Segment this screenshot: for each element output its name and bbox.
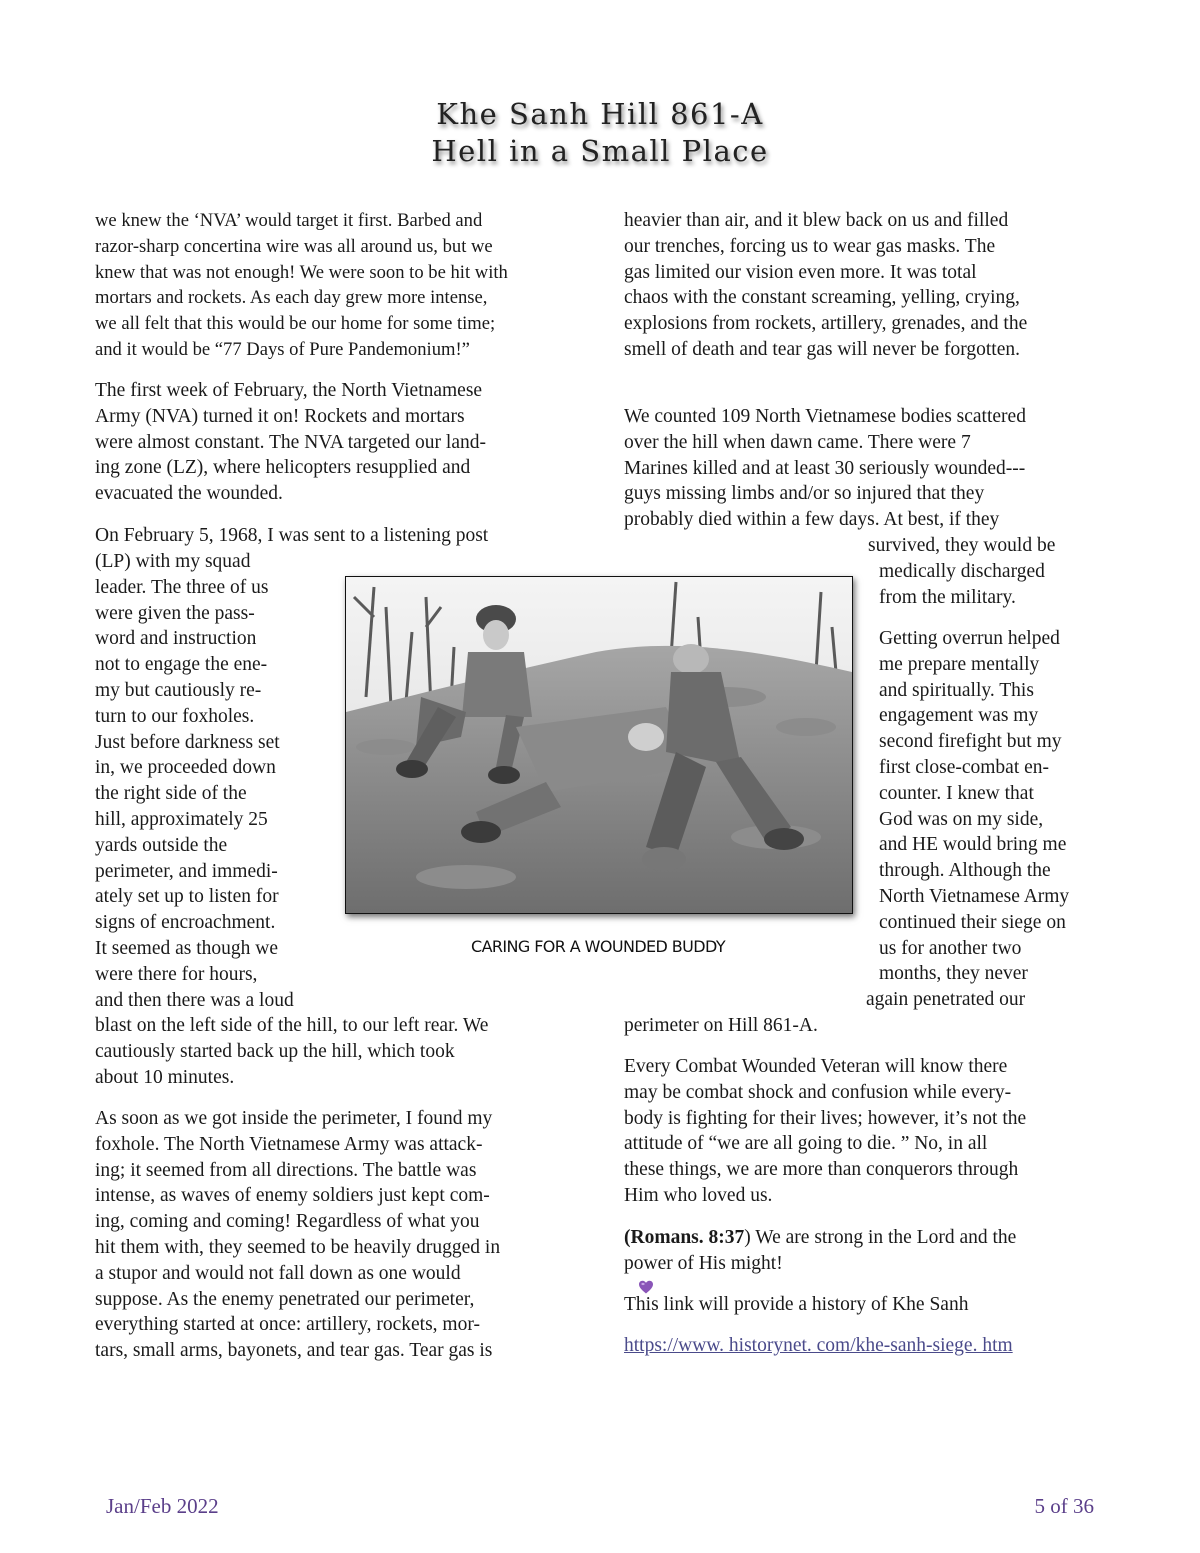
right-paragraph-2-wrap [879,559,1045,611]
text-line: turn to our foxholes. [95,705,255,727]
text-line: blast on the left side of the hill, to our left rear. We [95,1015,489,1036]
text-line: were almost constant. The NVA targeted our land- [95,431,486,453]
text-line: were given the pass- [95,602,255,624]
text-line: perimeter on Hill 861-A. [624,1015,818,1036]
text-line: probably died within a few days. At best, if they [624,509,1000,531]
text-line: ately set up to listen for [95,886,279,908]
title-line-2: Hell in a Small Place [431,134,769,168]
title-line-1: Khe Sanh Hill 861-A [436,97,764,131]
text-line: perimeter, and immedi- [95,860,278,882]
text-line: power of His might! [624,1251,1016,1303]
text-line: engagement was my [879,705,1039,727]
text-line: Him who loved us. [624,1184,773,1206]
text-line: knew that was not enough! We were soon to be hit with [95,261,508,283]
text-line: We counted 109 North Vietnamese bodies scattered [624,406,1026,427]
text-line: mortars and rockets. As each day grew more intense, [95,287,488,309]
text-line: It seemed as though we [95,937,279,959]
text-line: were there for hours, [95,963,258,985]
text-line: hill, approximately 25 [95,808,268,830]
text-line: a stupor and would not fall down as one would [95,1262,461,1284]
page-title [0,96,1200,170]
text-line: suppose. As the enemy penetrated our perimeter, [95,1288,475,1310]
text-line: may be combat shock and confusion while every- [624,1081,1012,1103]
history-link-line [624,1333,1013,1359]
text-line: our trenches, forcing us to wear gas masks. The [624,235,996,257]
text-line: explosions from rockets, artillery, grenades, and the [624,313,1028,335]
photo-wounded-buddy [345,576,853,914]
text-line: leader. The three of us [95,576,269,598]
left-paragraph-3-wrap [95,549,294,1013]
text-line: tars, small arms, bayonets, and tear gas. Tear gas is [95,1340,493,1362]
text-line: not to engage the ene- [95,654,268,676]
text-line: continued their siege on [879,911,1066,933]
text-line: (LP) with my squad [95,551,251,572]
text-line: again penetrated our [866,989,1026,1010]
text-line: hit them with, they seemed to be heavily drugged in [95,1236,501,1258]
text-line: word and instruction [95,628,257,650]
text-line: Getting overrun helped [879,628,1060,649]
text-line: heavier than air, and it blew back on us and filled [624,210,1009,231]
text-line: evacuated the wounded. [95,483,283,505]
text-line: ing zone (LZ), where helicopters resupplied and [95,457,471,479]
right-paragraph-2-survived [868,533,1055,559]
right-paragraph-3-again [866,987,1025,1013]
text-line: cautiously started back up the hill, which took [95,1040,455,1062]
text-line: me prepare mentally [879,653,1040,675]
text-line: God was on my side, [879,808,1044,830]
text-line: these things, we are more than conquerors through [624,1159,1019,1181]
left-paragraph-3-rest [95,1013,488,1090]
text-line: my but cautiously re- [95,679,262,701]
footer-page-number: 5 of 36 [1034,1494,1094,1518]
text-line: and HE would bring me [879,834,1067,856]
left-paragraph-2 [95,378,486,507]
right-paragraph-4 [624,1054,1026,1209]
right-paragraph-3-end [624,1013,818,1039]
photo-caption: CARING FOR A WOUNDED BUDDY [471,937,725,956]
text-line: from the military. [879,586,1016,608]
text-line: we knew the ‘NVA’ would target it first. Barbed and [95,210,483,231]
text-line: North Vietnamese Army [879,885,1070,907]
text-line: smell of death and tear gas will never be forgotten. [624,338,1021,360]
text-line: Just before darkness set [95,731,280,753]
left-paragraph-3-top [95,523,488,549]
right-paragraph-6 [624,1292,968,1318]
right-paragraph-1 [624,208,1027,363]
text-line: The first week of February, the North Vietnamese [95,380,483,401]
text-line: foxhole. The North Vietnamese Army was attack- [95,1133,483,1155]
text-line: chaos with the constant screaming, yelling, crying, [624,287,1020,309]
text-line: Army (NVA) turned it on! Rockets and mortars [95,405,465,427]
right-paragraph-5 [624,1225,1016,1302]
text-line: we all felt that this would be our home for some time; [95,313,496,335]
right-paragraph-3-wrap [879,626,1069,987]
text-line: over the hill when dawn came. There were 7 [624,431,971,453]
footer-issue: Jan/Feb 2022 [106,1494,219,1518]
text-line: intense, as waves of enemy soldiers just kept com- [95,1185,490,1207]
text-line: This link will provide a history of Khe Sanh [624,1294,969,1315]
photo-illustration [346,577,852,913]
text-line: (Romans. 8:37) We are strong in the Lord and the [624,1227,1017,1248]
text-line: As soon as we got inside the perimeter, I found my [95,1108,493,1129]
left-paragraph-4 [95,1106,500,1364]
text-line: through. Although the [879,860,1051,882]
text-line: body is fighting for their lives; however, it’s not the [624,1107,1027,1129]
text-line: us for another two [879,937,1022,959]
text-line: first close-combat en- [879,756,1050,778]
text-line: On February 5, 1968, I was sent to a listening post [95,525,489,546]
text-line: medically discharged [879,561,1045,582]
text-line: razor-sharp concertina wire was all around us, but we [95,235,493,257]
scripture-reference: (Romans. 8:37 [624,1227,745,1248]
text-line: Marines killed and at least 30 seriously wounded--- [624,457,1026,479]
text-line: and spiritually. This [879,679,1034,701]
text-line: in, we proceeded down [95,757,276,779]
text-line: counter. I knew that [879,782,1034,804]
text-line: yards outside the [95,834,228,856]
left-paragraph-1 [95,208,508,363]
text-line: about 10 minutes. [95,1066,235,1088]
text-line: attitude of “we are all going to die. ” No, in all [624,1133,988,1155]
text-line: and it would be “77 Days of Pure Pandemonium!” [95,338,470,360]
text-line: and then there was a loud [95,989,294,1011]
right-paragraph-2 [624,404,1026,533]
text-line: months, they never [879,963,1028,985]
text-line: everything started at once: artillery, rockets, mor- [95,1314,480,1336]
text-line: Every Combat Wounded Veteran will know there [624,1056,1008,1077]
text-line: the right side of the [95,783,247,805]
history-link[interactable]: https://www. historynet. com/khe-sanh-siege. htm [624,1335,1013,1356]
text-line: signs of encroachment. [95,912,276,934]
text-line: gas limited our vision even more. It was total [624,261,977,283]
text-line: guys missing limbs and/or so injured that they [624,483,985,505]
text-line: ing; it seemed from all directions. The battle was [95,1159,477,1181]
text-line: second firefight but my [879,731,1062,753]
text-line: survived, they would be [868,535,1056,556]
text-line: ing, coming and coming! Regardless of what you [95,1211,480,1233]
